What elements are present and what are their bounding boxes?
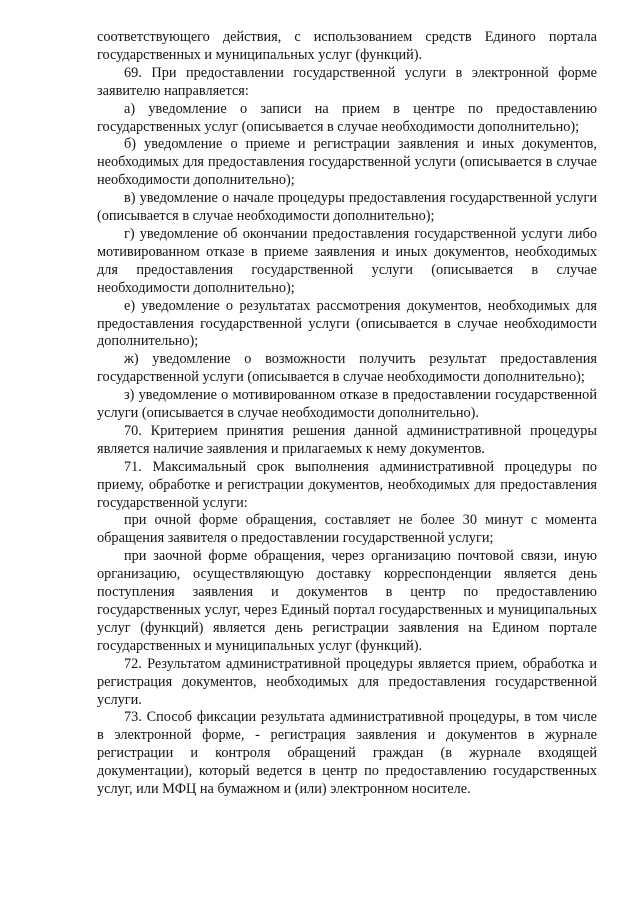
paragraph-69-b: б) уведомление о приеме и регистрации заявления и иных документов, необходимых для предоставления государственной услуги (описывается в случае необходимости дополнительно); bbox=[97, 136, 597, 189]
paragraph-70: 70. Критерием принятия решения данной административной процедуры является наличие заявления и прилагаемых к нему документов. bbox=[97, 422, 597, 457]
paragraph-71: 71. Максимальный срок выполнения административной процедуры по приему, обработке и регистрации документов, необходимых для предоставления государственной услуги: bbox=[97, 458, 597, 511]
paragraph-69-e: е) уведомление о результатах рассмотрения документов, необходимых для предоставления государственной услуги (описывается в случае необходимости дополнительно); bbox=[97, 297, 597, 350]
paragraph-71-in-person: при очной форме обращения, составляет не более 30 минут с момента обращения заявителя о предоставлении государственной услуги; bbox=[97, 512, 597, 547]
paragraph-69-g: г) уведомление об окончании предоставления государственной услуги либо мотивированном отказе в приеме заявления и иных документов, необходимых для предоставления государственной услуги (описывается в случае необходимости дополнительно); bbox=[97, 225, 597, 296]
paragraph-69: 69. При предоставлении государственной услуги в электронной форме заявителю направляется: bbox=[97, 64, 597, 99]
paragraph-continuation: соответствующего действия, с использованием средств Единого портала государственных и муниципальных услуг (функций). bbox=[97, 29, 597, 63]
paragraph-69-a: а) уведомление о записи на прием в центре по предоставлению государственных услуг (описывается в случае необходимости дополнительно); bbox=[97, 100, 597, 135]
paragraph-73: 73. Способ фиксации результата административной процедуры, в том числе в электронной форме, - регистрация заявления и документов в журнале регистрации и контроля обращений граждан (в журнале входящей документации), который ведется в центр по предоставлению государственных услуг, или МФЦ на бумажном и (или) электронном носителе. bbox=[97, 709, 597, 798]
paragraph-72: 72. Результатом административной процедуры является прием, обработка и регистрация документов, необходимых для предоставления государственной услуги. bbox=[97, 655, 597, 708]
paragraph-69-v: в) уведомление о начале процедуры предоставления государственной услуги (описывается в случае необходимости дополнительно); bbox=[97, 190, 597, 225]
paragraph-71-remote: при заочной форме обращения, через организацию почтовой связи, иную организацию, осуществляющую доставку корреспонденции является день поступления заявления и документов в центр по предоставлению государственных услуг, через Единый портал государственных и муниципальных услуг (функций) является день регистрации заявления на Едином портале государственных и муниципальных услуг (функций). bbox=[97, 548, 597, 654]
paragraph-69-z: з) уведомление о мотивированном отказе в предоставлении государственной услуги (описывается в случае необходимости дополнительно). bbox=[97, 387, 597, 422]
paragraph-69-zh: ж) уведомление о возможности получить результат предоставления государственной услуги (описывается в случае необходимости дополнительно); bbox=[97, 351, 597, 386]
